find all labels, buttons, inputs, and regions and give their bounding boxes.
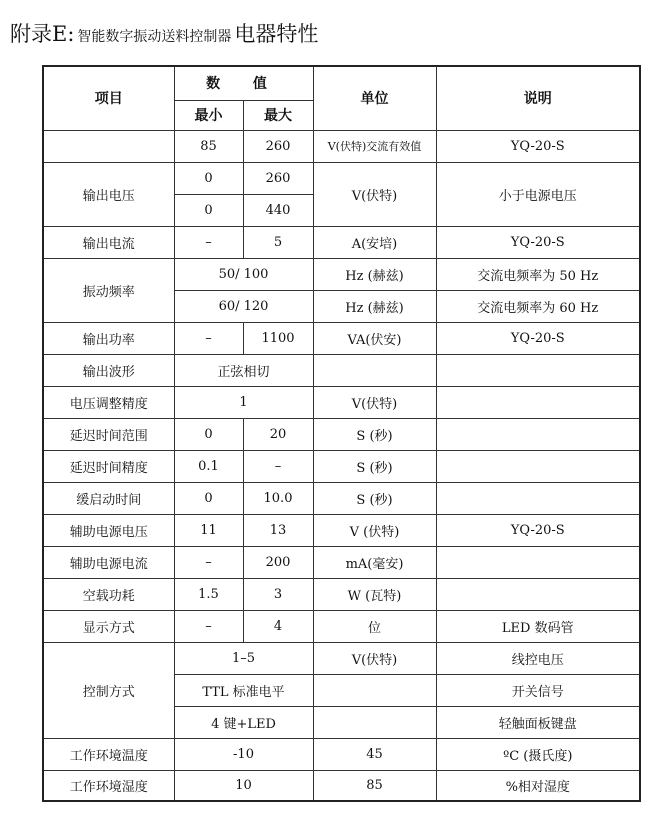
row-note <box>436 546 640 578</box>
row-item: 电压调整精度 <box>43 386 174 418</box>
row-value: 50/ 100 <box>174 258 313 290</box>
row-value: TTL 标准电平 <box>174 674 313 706</box>
table-row <box>43 482 640 514</box>
row-unit: V(伏特) <box>313 642 436 674</box>
row-max: 200 <box>243 546 313 578</box>
table-row <box>43 322 640 354</box>
row-max: 45 <box>313 738 436 770</box>
row-min: 1.5 <box>174 578 243 610</box>
row-unit <box>313 706 436 738</box>
row-min: – <box>174 226 243 258</box>
row-item: 延迟时间精度 <box>43 450 174 482</box>
row-max: 260 <box>243 130 313 162</box>
row-note: YQ-20-S <box>436 514 640 546</box>
row-unit: mA(毫安) <box>313 546 436 578</box>
row-item: 延迟时间范围 <box>43 418 174 450</box>
row-note: YQ-20-S <box>436 130 640 162</box>
row-value: 4 键+LED <box>174 706 313 738</box>
row-min: 0 <box>174 162 243 194</box>
table-row <box>43 258 640 290</box>
electrical-spec-table <box>42 65 641 802</box>
table-row <box>43 642 640 674</box>
row-item: 工作环境湿度 <box>43 770 174 801</box>
row-item: 输出波形 <box>43 354 174 386</box>
header-item: 项目 <box>43 66 174 130</box>
row-max: 260 <box>243 162 313 194</box>
row-note: 线控电压 <box>436 642 640 674</box>
table-row <box>43 386 640 418</box>
row-max: 1100 <box>243 322 313 354</box>
row-item: 输出电压 <box>43 162 174 226</box>
row-item: 输出功率 <box>43 322 174 354</box>
header-min: 最小 <box>174 100 243 130</box>
row-note: YQ-20-S <box>436 226 640 258</box>
row-min: -10 <box>174 738 313 770</box>
row-min: 0 <box>174 194 243 226</box>
row-min: 0 <box>174 418 243 450</box>
row-max: 4 <box>243 610 313 642</box>
row-unit: S (秒) <box>313 450 436 482</box>
row-unit: 位 <box>313 610 436 642</box>
row-item <box>43 130 174 162</box>
table-row <box>43 418 640 450</box>
table-row <box>43 514 640 546</box>
header-value: 数 值 <box>174 66 313 100</box>
row-note: YQ-20-S <box>436 322 640 354</box>
table-row <box>43 578 640 610</box>
header-note: 说明 <box>436 66 640 130</box>
row-unit: S (秒) <box>313 418 436 450</box>
title-prefix: 附录E: <box>10 22 75 46</box>
table-row <box>43 226 640 258</box>
row-note: 交流电频率为 60 Hz <box>436 290 640 322</box>
row-unit: A(安培) <box>313 226 436 258</box>
row-item: 输出电流 <box>43 226 174 258</box>
row-note <box>436 386 640 418</box>
row-unit: V(伏特) <box>313 386 436 418</box>
row-item: 振动频率 <box>43 258 174 322</box>
row-unit <box>313 354 436 386</box>
row-unit: V (伏特) <box>313 514 436 546</box>
row-unit: %相对湿度 <box>436 770 640 801</box>
table-row <box>43 610 640 642</box>
row-note: 小于电源电压 <box>436 162 640 226</box>
row-unit: W (瓦特) <box>313 578 436 610</box>
row-unit: VA(伏安) <box>313 322 436 354</box>
row-note <box>436 418 640 450</box>
row-max: 10.0 <box>243 482 313 514</box>
table-row <box>43 162 640 194</box>
table-row <box>43 130 640 162</box>
row-note <box>436 450 640 482</box>
row-unit <box>313 674 436 706</box>
row-value: 60/ 120 <box>174 290 313 322</box>
row-unit: Hz (赫兹) <box>313 258 436 290</box>
table-row <box>43 738 640 770</box>
row-item: 辅助电源电压 <box>43 514 174 546</box>
row-max: 20 <box>243 418 313 450</box>
row-item: 空载功耗 <box>43 578 174 610</box>
title-product-name: 智能数字振动送料控制器 <box>77 29 232 45</box>
row-unit: ºC (摄氏度) <box>436 738 640 770</box>
row-note: 轻触面板键盘 <box>436 706 640 738</box>
table-row <box>43 546 640 578</box>
row-min: 85 <box>174 130 243 162</box>
row-min: – <box>174 610 243 642</box>
row-max: 13 <box>243 514 313 546</box>
row-max: – <box>243 450 313 482</box>
row-unit: S (秒) <box>313 482 436 514</box>
row-item: 辅助电源电流 <box>43 546 174 578</box>
row-min: 0 <box>174 482 243 514</box>
row-note: 交流电频率为 50 Hz <box>436 258 640 290</box>
row-note: LED 数码管 <box>436 610 640 642</box>
row-max: 85 <box>313 770 436 801</box>
row-min: – <box>174 546 243 578</box>
row-item: 显示方式 <box>43 610 174 642</box>
header-unit: 单位 <box>313 66 436 130</box>
table-row <box>43 354 640 386</box>
row-note <box>436 482 640 514</box>
row-min: 10 <box>174 770 313 801</box>
row-max: 3 <box>243 578 313 610</box>
row-min: 11 <box>174 514 243 546</box>
row-note <box>436 578 640 610</box>
title-suffix: 电器特性 <box>234 22 319 46</box>
row-max: 440 <box>243 194 313 226</box>
row-unit: V(伏特) <box>313 162 436 226</box>
row-min: – <box>174 322 243 354</box>
row-item: 工作环境温度 <box>43 738 174 770</box>
table-row <box>43 450 640 482</box>
row-value: 正弦相切 <box>174 354 313 386</box>
row-item: 缓启动时间 <box>43 482 174 514</box>
table-row <box>43 770 640 801</box>
row-item: 控制方式 <box>43 642 174 738</box>
row-min: 0.1 <box>174 450 243 482</box>
header-row <box>43 66 640 100</box>
page-title <box>10 24 318 45</box>
row-unit: V(伏特)交流有效值 <box>313 130 436 162</box>
row-value: 1–5 <box>174 642 313 674</box>
row-note: 开关信号 <box>436 674 640 706</box>
row-note <box>436 354 640 386</box>
row-value: 1 <box>174 386 313 418</box>
row-max: 5 <box>243 226 313 258</box>
header-max: 最大 <box>243 100 313 130</box>
row-unit: Hz (赫兹) <box>313 290 436 322</box>
